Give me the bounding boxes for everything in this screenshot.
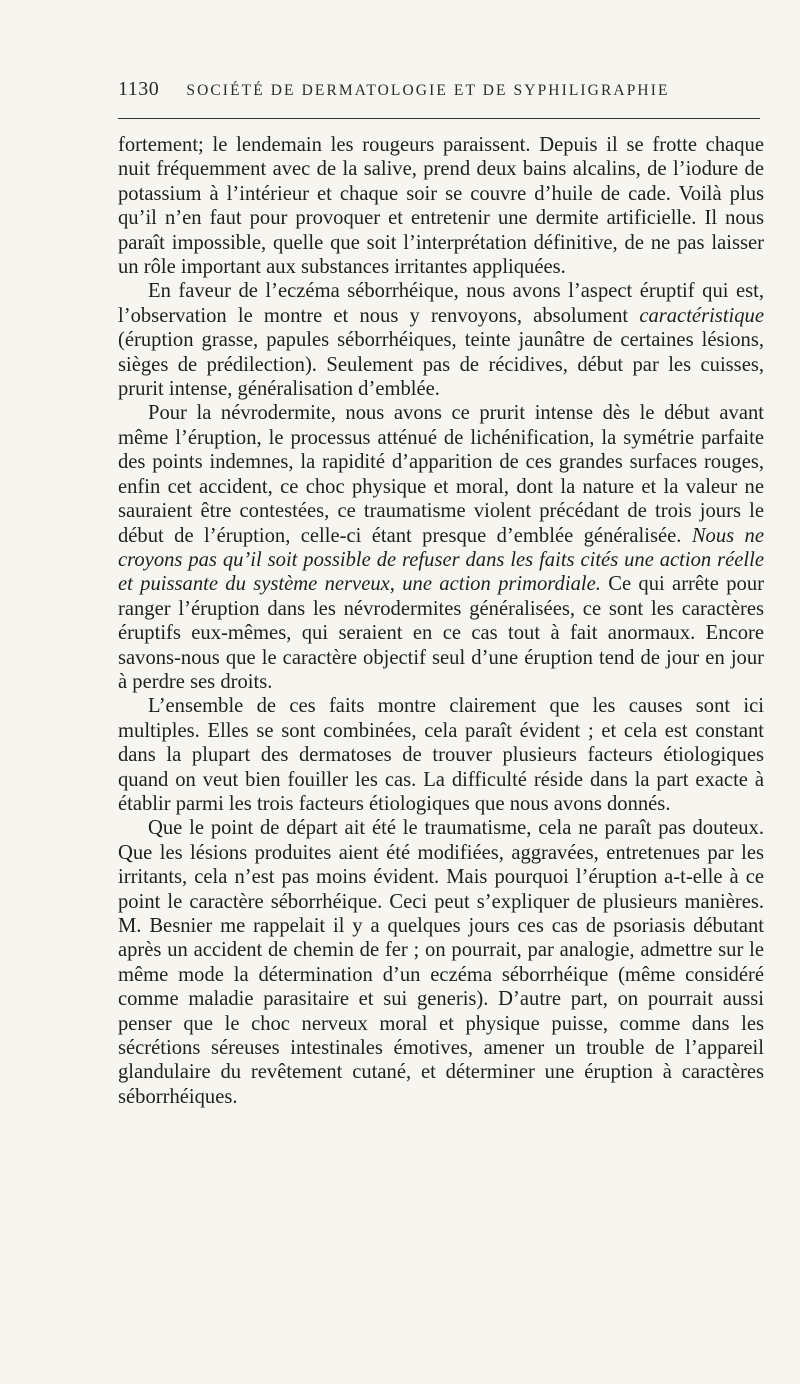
- paragraph-3: [118, 401, 764, 694]
- page-number: 1130: [118, 78, 160, 100]
- body-text: [118, 133, 764, 1109]
- paragraph-2-italic-text: caractéristique: [639, 304, 764, 327]
- page-header: [118, 78, 760, 101]
- paragraph-5-text: Que le point de départ ait été le traumatisme, cela ne paraît pas douteux. Que les lésions produites aient été modifiées, aggravées, entretenues par les irritants, cela n’est pas moins évident. Mais pourquoi l’éruption a-t-elle à ce point le caractère séborrhéique. Ceci peut s’expliquer de plusieurs manières. M. Besnier me rappelait il y a quelques jours ces cas de psoriasis débutant après un accident de chemin de fer ; on pourrait, par analogie, admettre sur le même mode la détermination d’un eczéma séborrhéique (même considéré comme maladie parasitaire et sui generis). D’autre part, on pourrait aussi penser que le choc nerveux moral et physique puisse, comme dans les sécrétions séreuses intestinales émotives, amener un trouble de l’appareil glandulaire du revêtement cutané, et déterminer une éruption à caractères séborrhéiques.: [118, 817, 764, 1108]
- paragraph-4: [118, 694, 764, 816]
- paragraph-2: [118, 279, 764, 401]
- paragraph-3-text-b: Ce qui arrête pour ranger l’éruption dans les névrodermites généralisées, ce sont les caractères éruptifs eux-mêmes, qui seraient en ce cas tout à fait anormaux. Encore savons-nous que le caractère objectif seul d’une éruption tend de jour en jour à perdre ses droits.: [118, 573, 764, 693]
- paragraph-2-text-a: En faveur de l’eczéma séborrhéique, nous avons l’aspect éruptif qui est, l’observation le montre et nous y renvoyons, absolument: [118, 280, 764, 327]
- paragraph-1-text: fortement; le lendemain les rougeurs paraissent. Depuis il se frotte chaque nuit fréquemment avec de la salive, prend deux bains alcalins, de l’iodure de potassium à l’intérieur et chaque soir se couvre d’huile de cade. Voilà plus qu’il n’en faut pour provoquer et entretenir une dermite artificielle. Il nous paraît impossible, quelle que soit l’interprétation définitive, de ne pas laisser un rôle important aux substances irritantes appliquées.: [118, 134, 764, 279]
- paragraph-3-italic-text: Nous ne croyons pas qu’il soit possible de refuser dans les faits cités une action réelle et puissante du système nerveux, une action primordiale.: [118, 524, 764, 596]
- running-title: SOCIÉTÉ DE DERMATOLOGIE ET DE SYPHILIGRAPHIE: [186, 82, 670, 99]
- paragraph-5: [118, 816, 764, 1109]
- paragraph-3-text-a: Pour la névrodermite, nous avons ce prurit intense dès le début avant même l’éruption, le processus atténué de lichénification, la symétrie parfaite des points indemnes, la rapidité d’apparition de ces grandes surfaces rouges, enfin cet accident, ce choc physique et moral, dont la nature et la valeur ne sauraient être contestées, ce traumatisme violent précédant de trois jours le début de l’éruption, celle-ci étant presque d’emblée généralisée.: [118, 402, 764, 547]
- paragraph-2-text-b: (éruption grasse, papules séborrhéiques, teinte jaunâtre de certaines lésions, sièges de prédilection). Seulement pas de récidives, début par les cuisses, prurit intense, généralisation d’emblée.: [118, 329, 764, 401]
- header-rule: [118, 118, 760, 119]
- paragraph-1: [118, 133, 764, 279]
- paragraph-4-text: L’ensemble de ces faits montre clairement que les causes sont ici multiples. Elles se sont combinées, cela paraît évident ; et cela est constant dans la plupart des dermatoses de trouver plusieurs facteurs étiologiques quand on veut bien fouiller les cas. La difficulté réside dans la part exacte à établir parmi les trois facteurs étiologiques que nous avons donnés.: [118, 695, 764, 815]
